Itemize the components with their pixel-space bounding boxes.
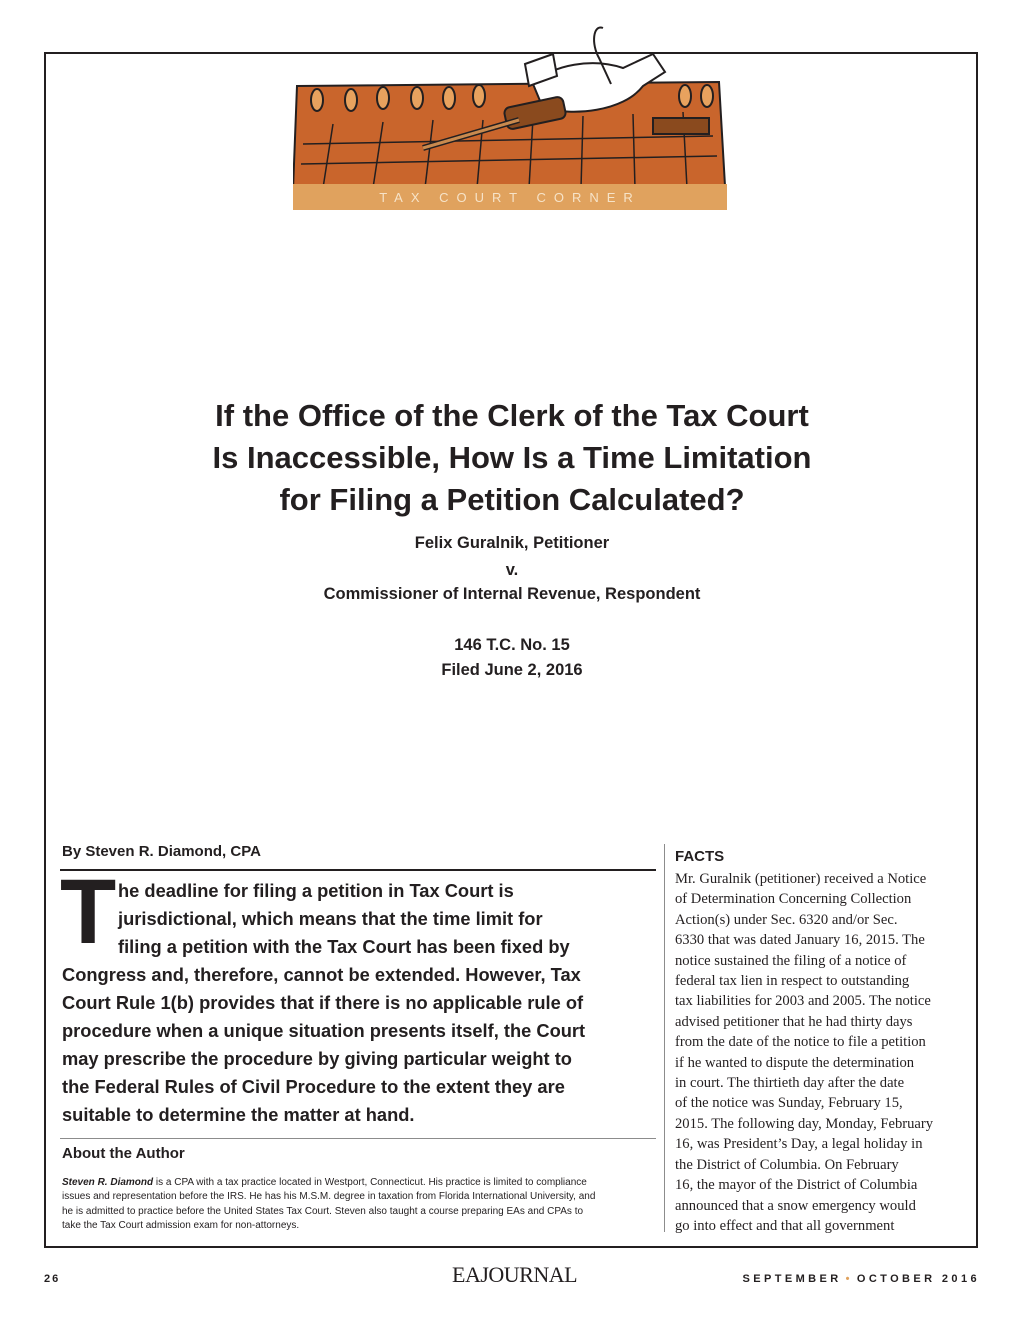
facts-line: the District of Columbia. On February	[675, 1156, 899, 1173]
facts-line: of the notice was Sunday, February 15,	[675, 1095, 903, 1112]
section-banner: TAX COURT CORNER	[293, 184, 727, 210]
facts-line: go into effect and that all government	[675, 1217, 895, 1234]
bullet-icon: •	[845, 1273, 853, 1285]
about-author-heading: About the Author	[62, 1145, 185, 1162]
lead-line: he deadline for filing a petition in Tax Court is	[118, 880, 514, 901]
filed-date: Filed June 2, 2016	[441, 661, 583, 679]
facts-line: advised petitioner that he had thirty days	[675, 1013, 913, 1030]
divider	[60, 1138, 656, 1139]
petitioner-line: Felix Guralnik, Petitioner	[414, 534, 610, 552]
facts-line: notice sustained the filing of a notice of	[675, 952, 907, 969]
about-line: take the Tax Court admission exam for non-attorneys.	[62, 1220, 300, 1232]
lead-line: may prescribe the procedure by giving particular weight to	[62, 1048, 572, 1069]
facts-line: of Determination Concerning Collection	[675, 891, 912, 908]
issue-date	[743, 1273, 980, 1285]
lead-line: suitable to determine the matter at hand.	[62, 1104, 415, 1125]
title-line: If the Office of the Clerk of the Tax Court	[215, 398, 809, 433]
facts-heading: FACTS	[675, 848, 725, 865]
facts-line: from the date of the notice to file a petition	[675, 1034, 926, 1051]
facts-line: tax liabilities for 2003 and 2005. The notice	[675, 993, 931, 1010]
facts-line: in court. The thirtieth day after the date	[675, 1075, 905, 1092]
facts-line: Mr. Guralnik (petitioner) received a Notice	[675, 871, 927, 887]
author-name: Steven R. Diamond	[62, 1177, 154, 1188]
byline: By Steven R. Diamond, CPA	[62, 843, 261, 860]
versus-line: v.	[505, 561, 519, 579]
issue-month: SEPTEMBER	[742, 1273, 842, 1285]
facts-line: 6330 that was dated January 16, 2015. The	[675, 932, 925, 949]
page-number: 26	[44, 1273, 61, 1285]
lead-line: filing a petition with the Tax Court has been fixed by	[118, 936, 570, 957]
drop-cap: T	[60, 861, 117, 963]
facts-line: if he wanted to dispute the determination	[675, 1054, 915, 1071]
facts-line: 16, the mayor of the District of Columbia	[675, 1177, 918, 1194]
journal-logo: EAJOURNAL	[452, 1262, 578, 1287]
facts-text	[675, 869, 971, 1236]
lead-line: Court Rule 1(b) provides that if there is no applicable rule of	[62, 992, 584, 1013]
facts-line: 2015. The following day, Monday, February	[675, 1115, 934, 1132]
citation-line: 146 T.C. No. 15	[454, 636, 570, 654]
lead-line: Congress and, therefore, cannot be extended. However, Tax	[62, 964, 581, 985]
about-line: he is admitted to practice before the United States Tax Court. Steven also taught a course preparing EAs and CPAs to	[62, 1205, 584, 1217]
facts-line: federal tax lien in respect to outstanding	[675, 973, 910, 990]
lead-paragraph	[62, 877, 652, 1129]
issue-month: OCTOBER 2016	[856, 1273, 980, 1285]
facts-line: 16, was President’s Day, a legal holiday in	[675, 1136, 923, 1153]
about-author-text	[62, 1176, 656, 1234]
about-line	[62, 1176, 656, 1190]
about-line: issues and representation before the IRS. He has his M.S.M. degree in taxation from Florida International University, and	[62, 1191, 596, 1203]
about-line-text: is a CPA with a tax practice located in Westport, Connecticut. His practice is limited to compliance	[153, 1177, 587, 1188]
column-divider	[664, 844, 665, 1232]
lead-line: procedure when a unique situation presents itself, the Court	[62, 1020, 586, 1041]
courtroom-illustration	[293, 24, 729, 210]
article-title	[100, 395, 924, 521]
lead-line: the Federal Rules of Civil Procedure to the extent they are	[62, 1076, 565, 1097]
respondent-line: Commissioner of Internal Revenue, Respondent	[323, 585, 701, 603]
title-line: Is Inaccessible, How Is a Time Limitation	[212, 440, 812, 475]
title-line: for Filing a Petition Calculated?	[279, 482, 745, 517]
facts-line: announced that a snow emergency would	[675, 1197, 916, 1214]
divider	[60, 869, 656, 871]
lead-line: jurisdictional, which means that the time limit for	[118, 908, 543, 929]
facts-line: Action(s) under Sec. 6320 and/or Sec.	[675, 911, 898, 928]
